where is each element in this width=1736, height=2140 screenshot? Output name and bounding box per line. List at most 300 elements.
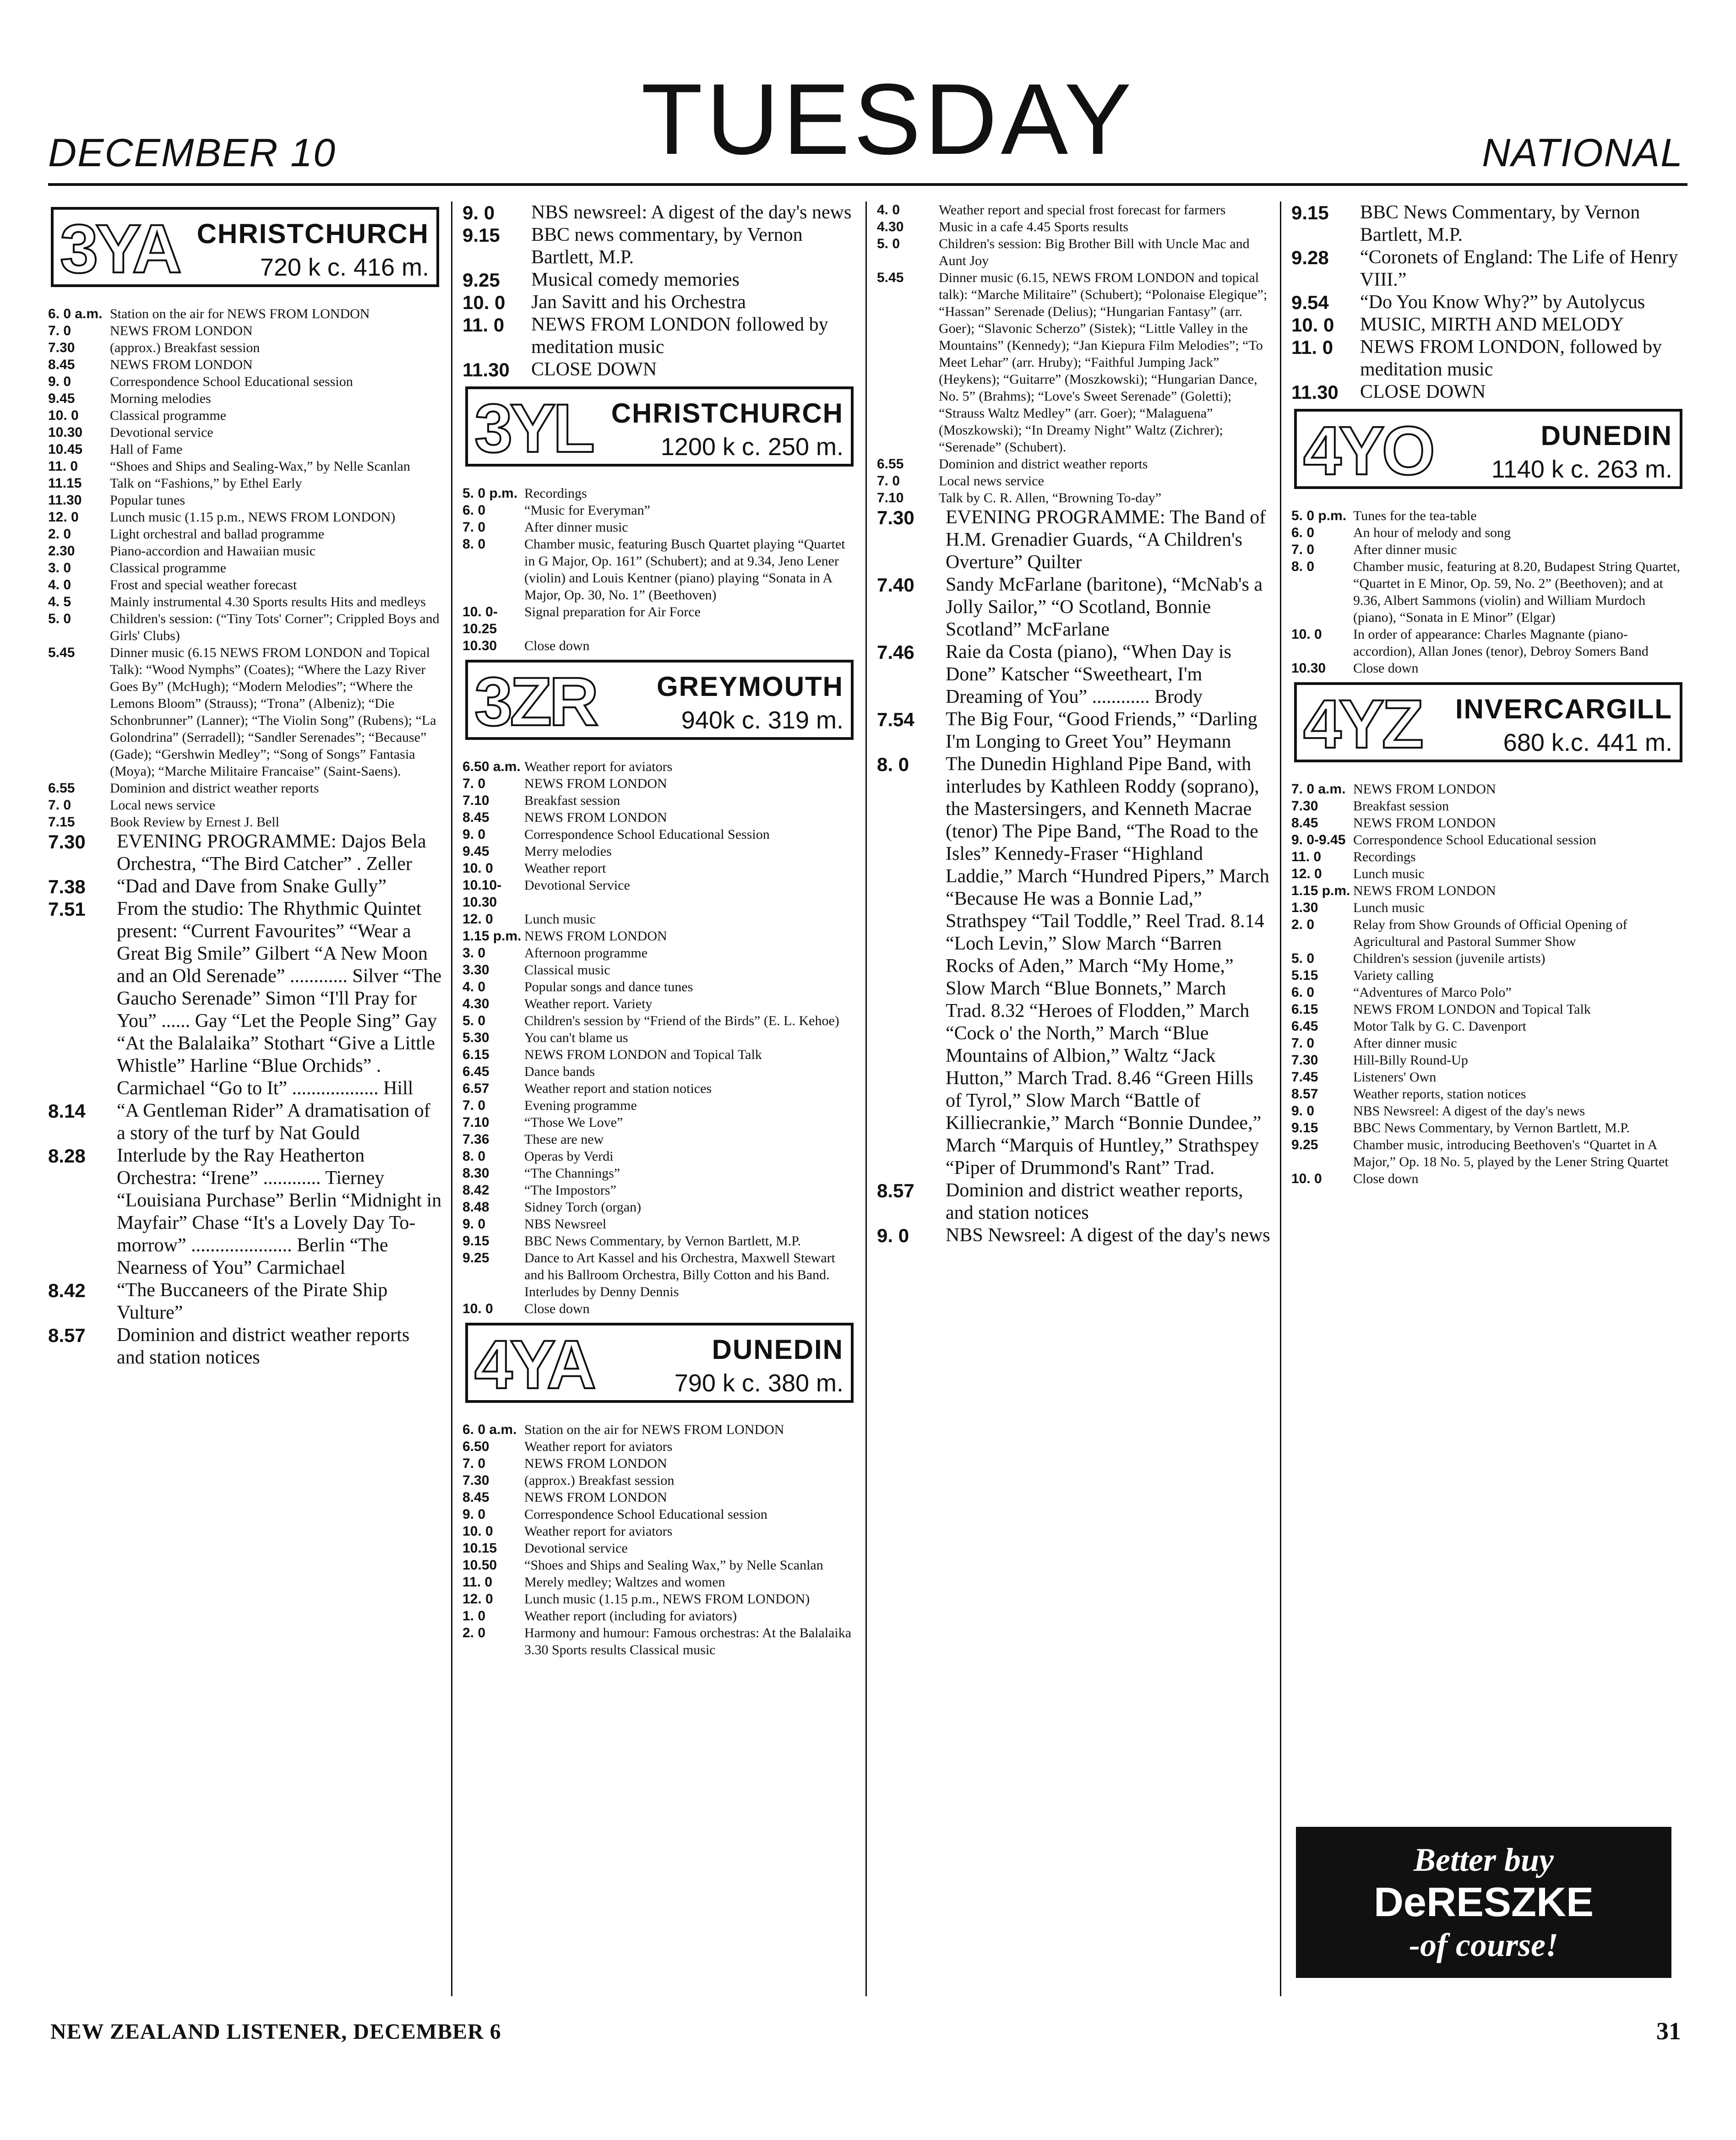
schedule-item: Talk by C. R. Allen, “Browning To-day” [939,490,1162,505]
station-city: DUNEDIN [1540,420,1672,451]
schedule-time: 9. 0 [1291,1103,1315,1119]
schedule-item: Popular tunes [110,493,185,508]
station-box-3ya [51,207,439,287]
schedule-row [1291,524,1685,541]
schedule-time: 7.46 [877,641,914,663]
station-frequency: 680 k.c. 441 m. [1503,729,1672,756]
schedule-item: Mainly instrumental 4.30 Sports results Hits and medleys [110,594,426,609]
schedule-item: Relay from Show Grounds of Official Opening of Agricultural and Pastoral Summer Show [1353,917,1627,949]
schedule-row [48,593,442,610]
schedule-item: Recordings [1353,849,1416,864]
schedule-row [1291,950,1685,967]
schedule-item: After dinner music [524,520,628,535]
schedule-row [463,1182,856,1199]
schedule-time: 6.50 [463,1439,490,1454]
schedule-time: 7.30 [1291,1053,1318,1068]
schedule-time: 6.45 [463,1064,490,1079]
schedule-row [48,373,442,390]
schedule-row [463,1540,856,1557]
station-city: CHRISTCHURCH [196,218,429,249]
schedule-item: Talk on “Fashions,” by Ethel Early [110,476,302,491]
schedule-time: 5. 0 [48,611,71,626]
schedule-row [1291,865,1685,882]
column-1 [48,201,442,1996]
schedule-time: 1. 0 [463,1608,486,1624]
schedule-row [463,485,856,502]
schedule-time: 7. 0 [48,798,71,813]
schedule-item: (approx.) Breakfast session [524,1473,675,1488]
schedule-row [463,637,856,654]
schedule-time: 1.15 p.m. [1291,883,1350,898]
schedule-item: Sandy McFarlane (baritone), “McNab's a Jolly Sailor,” “O Scotland, Bonnie Scotland” McFarlane [946,574,1263,640]
schedule-item: Children's session by “Friend of the Birds” (E. L. Kehoe) [524,1013,839,1028]
schedule-row [877,269,1271,456]
schedule-row [1291,541,1685,558]
schedule-time: 2. 0 [463,1625,486,1640]
schedule-time: 2.30 [48,543,75,559]
schedule-item: NBS Newsreel: A digest of the day's news [946,1225,1270,1246]
schedule-time: 11. 0 [463,314,505,336]
schedule-row [877,201,1271,218]
schedule-item: “Dad and Dave from Snake Gully” [117,876,386,897]
schedule-row [463,314,856,358]
header-day: TUESDAY [641,63,1135,175]
schedule-item: Close down [524,638,590,653]
schedule-item: BBC News Commentary, by Vernon Bartlett, M.P. [524,1233,801,1249]
schedule-row [1291,984,1685,1001]
schedule-item: “A Gentleman Rider” A dramatisation of a story of the turf by Nat Gould [117,1100,430,1144]
schedule-row [877,574,1271,641]
schedule-list [1291,507,1685,677]
schedule-item: NEWS FROM LONDON, followed by meditation music [1360,337,1662,380]
schedule-row [463,1438,856,1455]
schedule-time: 6.57 [463,1081,490,1096]
schedule-row [48,1145,442,1279]
schedule-row [463,1233,856,1249]
schedule-item: (approx.) Breakfast session [110,340,260,355]
schedule-row [1291,660,1685,677]
schedule-list [463,1421,856,1658]
schedule-time: 6.50 a.m. [463,759,521,774]
schedule-row [48,305,442,322]
schedule-row [1291,1001,1685,1018]
schedule-time: 6. 0 [1291,525,1315,540]
schedule-item: Weather report. Variety [524,996,653,1011]
schedule-item: “Shoes and Ships and Sealing-Wax,” by Nelle Scanlan [110,459,410,474]
schedule-row [463,536,856,603]
schedule-row [463,1114,856,1131]
schedule-row [1291,201,1685,246]
schedule-time: 11. 0 [1291,849,1322,864]
schedule-row [48,875,442,898]
schedule-time: 9.45 [48,391,75,406]
schedule-row [877,235,1271,269]
schedule-time: 7.10 [877,490,904,505]
schedule-time: 6. 0 [1291,985,1315,1000]
schedule-time: 7. 0 [1291,542,1315,557]
schedule-item: Station on the air for NEWS FROM LONDON [524,1422,784,1437]
schedule-time: 8. 0 [463,537,486,552]
ad-line-1: Better buy [1414,1841,1554,1878]
column-2 [463,201,856,1996]
schedule-time: 8.42 [463,1183,490,1198]
schedule-item: NEWS FROM LONDON [524,810,667,825]
schedule-time: 7.10 [463,1115,490,1130]
station-logo: 3YA [60,210,180,287]
schedule-row [877,1179,1271,1224]
schedule-item: Interlude by the Ray Heatherton Orchestra: “Irene” ............ Tierney “Louisiana Purchase” Berlin “Midnight in Mayfair” Chase “It's a Lovely Day To-morrow” ..................... Berlin “The Nearness of You” Carmichael [117,1145,442,1278]
schedule-item: Book Review by Ernest J. Bell [110,815,279,830]
schedule-item: NEWS FROM LONDON [1353,815,1496,831]
schedule-item: An hour of melody and song [1353,525,1511,540]
footer-publication: NEW ZEALAND LISTENER, DECEMBER 6 [50,2020,501,2044]
schedule-item: Correspondence School Educational Session [524,827,770,842]
schedule-item: Recordings [524,486,587,501]
schedule-row [1291,1170,1685,1187]
schedule-item: NEWS FROM LONDON and Topical Talk [524,1047,762,1062]
schedule-row [877,753,1271,1179]
schedule-item: NBS Newsreel [524,1217,607,1232]
schedule-item: NEWS FROM LONDON [1353,883,1496,898]
schedule-item: The Dunedin Highland Pipe Band, with interludes by Kathleen Roddy (soprano), the Mastersingers, and Kenneth Macrae (tenor) The Pipe Band, “The Road to the Isles” Kennedy-Fraser “Highland Laddie,” March “Hundred Pipers,” March “Because He was a Bonnie Lad,” Strathspey “Tail Toddle,” Reel Trad. 8.14 “Loch Levin,” Slow March “Barren Rocks of Aden,” March “My Home,” Slow March “Blue Bonnets,” March Trad. 8.32 “Heroes of Flodden,” March “Cock o' the North,” March “Blue Mountains of Albion,” Waltz “Jack Hutton,” March Trad. 8.46 “Green Hills of Tyrol,” Slow March “Battle of Killiecrankie,” March “Bonnie Dundee,” March “Marquis of Huntley,” Strathspey “Piper of Drummond's Rant” Trad. [946,754,1269,1179]
schedule-item: Raie da Costa (piano), “When Day is Done” Katscher “Sweetheart, I'm Dreaming of You” ............ Brody [946,641,1231,707]
schedule-list [877,201,1271,506]
schedule-item: Weather report for aviators [524,1439,673,1454]
schedule-time: 9.25 [463,1250,490,1266]
schedule-time: 7.30 [877,507,914,528]
schedule-time: 12. 0 [1291,866,1322,881]
schedule-row [463,1131,856,1148]
schedule-time: 9.28 [1291,247,1329,268]
schedule-time: 7.30 [48,831,86,853]
schedule-time: 10. 0 [48,408,79,423]
schedule-item: After dinner music [1353,542,1457,557]
schedule-time: 5.15 [1291,968,1318,983]
schedule-row [1291,882,1685,899]
schedule-item: “Shoes and Ships and Sealing Wax,” by Nelle Scanlan [524,1558,823,1573]
station-frequency: 1140 k c. 263 m. [1491,456,1672,483]
schedule-time: 7. 0 a.m. [1291,782,1346,797]
schedule-row [463,519,856,536]
schedule-row [48,492,442,509]
schedule-time: 1.15 p.m. [463,929,522,944]
schedule-item: Local news service [939,473,1044,489]
schedule-item: Close down [1353,661,1419,676]
schedule-item: Correspondence School Educational session [524,1507,767,1522]
schedule-row [1291,1035,1685,1052]
schedule-item: Dinner music (6.15, NEWS FROM LONDON and topical talk): “Marche Militaire” (Schubert); “Polonaise Elegique”; “Hassan” Serenade (Delius); “Hungarian Fantasy” (arr. Goer); “Slavonic Scherzo” (Sistek); “Little Valley in the Mountains” (Kennedy); “Jan Kiepura Film Melodies”; “To Meet Lehar” (arr. Hruby); “Faithful Jumping Jack” (Heykens); “Guitarre” (Moszkowski); “Hungarian Dance, No. 5” (Brahms); “Love's Sweet Serenade” (Goletti); “Strauss Waltz Medley” (arr. Goer); “Malaguena” (Moszkowski); “In Dreamy Night” Waltz (Zichrer); “Serenade” (Schubert). [939,270,1268,455]
schedule-item: After dinner music [1353,1036,1457,1051]
schedule-time: 8. 0 [877,754,909,775]
schedule-row [463,1574,856,1591]
schedule-item: Dominion and district weather reports and station notices [117,1325,410,1368]
schedule-time: 7. 0 [877,473,900,489]
schedule-row [463,1489,856,1506]
schedule-time: 6.15 [463,1047,490,1062]
schedule-row [463,291,856,314]
schedule-row [48,458,442,475]
schedule-item: Tunes for the tea-table [1353,508,1477,523]
schedule-time: 10.45 [48,442,83,457]
column-divider [451,201,452,1996]
schedule-row [1291,1069,1685,1086]
schedule-time: 8.14 [48,1100,86,1122]
schedule-item: Popular songs and dance tunes [524,979,693,994]
header-date: DECEMBER 10 [48,131,336,175]
column-3 [877,201,1271,1996]
schedule-time: 6.55 [877,456,904,472]
schedule-item: BBC news commentary, by Vernon Bartlett, M.P. [531,224,803,268]
schedule-time: 10.30 [463,638,497,653]
schedule-item: “The Buccaneers of the Pirate Ship Vulture” [117,1280,388,1323]
schedule-row [48,814,442,831]
schedule-item: Close down [524,1301,590,1316]
schedule-row [463,1624,856,1658]
schedule-time: 10.50 [463,1558,497,1573]
schedule-time: 4.30 [877,219,904,234]
schedule-item: Children's session: Big Brother Bill with Uncle Mac and Aunt Joy [939,236,1250,268]
schedule-time: 4.30 [463,996,490,1011]
schedule-time: 6.55 [48,781,75,796]
schedule-row [463,224,856,269]
schedule-time: 10. 0 [463,1301,493,1316]
schedule-row [48,831,442,875]
schedule-row [1291,831,1685,848]
schedule-time: 9.15 [463,1233,490,1249]
schedule-item: Musical comedy memories [531,269,740,290]
schedule-row [1291,916,1685,950]
schedule-time: 9.54 [1291,292,1329,313]
schedule-row [48,1324,442,1369]
schedule-time: 10. 0 [463,292,506,313]
schedule-item: Chamber music, introducing Beethoven's “Quartet in A Major,” Op. 18 No. 5, played by the Lener String Quartet [1353,1137,1669,1169]
schedule-row [48,526,442,543]
schedule-item: Variety calling [1353,968,1434,983]
schedule-item: Dinner music (6.15 NEWS FROM LONDON and Topical Talk): “Wood Nymphs” (Coates); “Where the Lazy River Goes By” (McHugh); “Modern Melodies”; “Where the Lemons Bloom” (Strauss); “Trona” (Albeniz); “Die Schonbrunner” (Lanner); “The Violin Song” (Rubens); “La Golondrina” (Serradell); “Sandler Serenades”; “Because” (Gade); “Gershwin Medley”; “Song of Songs” Fantasia (Moya); “Marche Militaire Francaise” (Saint-Saens). [110,645,436,779]
schedule-time: 9.15 [1291,1120,1318,1135]
schedule-item: Classical programme [110,408,227,423]
schedule-item: Devotional Service [524,878,630,893]
schedule-time: 8. 0 [1291,559,1315,574]
schedule-time: 10. 0 [463,1524,493,1539]
schedule-time: 9. 0 [877,1225,909,1246]
schedule-row [48,339,442,356]
schedule-time: 7.51 [48,898,86,920]
schedule-item: “Coronets of England: The Life of Henry VIII.” [1360,247,1678,290]
schedule-item: “The Channings” [524,1166,620,1181]
schedule-item: Music in a cafe 4.45 Sports results [939,219,1129,234]
schedule-time: 7. 0 [48,323,71,338]
schedule-row [48,441,442,458]
schedule-item: EVENING PROGRAMME: The Band of H.M. Grenadier Guards, “A Children's Overture” Quilter [946,507,1266,573]
schedule-time: 5.30 [463,1030,490,1045]
schedule-row [877,506,1271,574]
schedule-row [877,489,1271,506]
schedule-row [463,269,856,291]
schedule-row [463,1523,856,1540]
schedule-item: Weather reports, station notices [1353,1086,1526,1102]
schedule-item: Frost and special weather forecast [110,577,297,592]
schedule-time: 3. 0 [463,945,486,961]
schedule-time: 7.10 [463,793,490,808]
schedule-time: 10.15 [463,1541,497,1556]
station-frequency: 720 k c. 416 m. [260,254,429,281]
schedule-row [1291,381,1685,403]
schedule-time: 8.42 [48,1280,86,1301]
schedule-row [1291,1103,1685,1119]
schedule-item: NEWS FROM LONDON and Topical Talk [1353,1002,1591,1017]
schedule-time: 7.38 [48,876,86,897]
schedule-item: Classical programme [110,560,227,576]
schedule-item: Weather report and special frost forecast for farmers [939,202,1226,217]
schedule-row [48,780,442,797]
schedule-item: Dominion and district weather reports [110,781,319,796]
schedule-item: From the studio: The Rhythmic Quintet present: “Current Favourites” “Wear a Great Big Smile” Gilbert “A New Moon and an Old Serenade” ............ Silver “The Gaucho Serenade” Simon “I'll Pray for You” ...... Gay “Let the People Sing” Gay “At the Balalaika” Stothart “Give a Little Whistle” Harline “Blue Orchids” . Carmichael “Go to It” .................. Hill [117,898,442,1099]
schedule-item: Merely medley; Waltzes and women [524,1575,725,1590]
station-frequency: 940k c. 319 m. [681,706,844,734]
schedule-time: 7.30 [48,340,75,355]
schedule-row [877,218,1271,235]
schedule-row [463,603,856,637]
schedule-time: 7. 0 [463,1098,486,1113]
schedule-row [1291,967,1685,984]
schedule-time: 7. 0 [463,520,486,535]
station-city: INVERCARGILL [1455,694,1672,724]
schedule-time: 9.15 [1291,202,1329,223]
schedule-row [48,475,442,492]
schedule-item: NBS newsreel: A digest of the day's news [531,202,852,223]
schedule-time: 6.15 [1291,1002,1318,1017]
schedule-item: Light orchestral and ballad programme [110,527,325,542]
schedule-time: 8.57 [48,1325,86,1346]
schedule-item: NEWS FROM LONDON [524,776,667,791]
schedule-time: 8.28 [48,1145,86,1167]
schedule-row [1291,815,1685,831]
schedule-time: 10.10-10.30 [463,878,502,910]
schedule-row [463,843,856,860]
schedule-item: In order of appearance: Charles Magnante (piano-accordion), Allan Jones (tenor), Debroy Somers Band [1353,627,1649,659]
schedule-row [463,1249,856,1300]
schedule-item: Lunch music (1.15 p.m., NEWS FROM LONDON) [524,1591,810,1607]
schedule-row [1291,1052,1685,1069]
header-network: NATIONAL [1482,131,1683,175]
schedule-item: Weather report and station notices [524,1081,712,1096]
station-logo: 4YO [1303,412,1433,489]
schedule-time: 9. 0 [463,827,486,842]
schedule-item: Dance bands [524,1064,595,1079]
station-logo: 3YL [474,390,593,467]
schedule-item: Chamber music, featuring Busch Quartet playing “Quartet in G Major, Op. 161” (Schubert); and at 9.34, Jeno Lener (violin) and Louis Kentner (piano) playing “Sonata in A Major, Op. 30, No. 1” (Beethoven) [524,537,845,603]
schedule-item: Harmony and humour: Famous orchestras: At the Balalaika 3.30 Sports results Classical music [524,1625,852,1657]
schedule-item: Station on the air for NEWS FROM LONDON [110,306,370,321]
schedule-item: Merry melodies [524,844,612,859]
schedule-item: Afternoon programme [524,945,648,961]
schedule-row [463,1165,856,1182]
schedule-row [48,797,442,814]
schedule-row [48,424,442,441]
schedule-row [877,641,1271,708]
schedule-time: 10. 0-10.25 [463,604,498,636]
schedule-row [48,644,442,780]
schedule-item: Signal preparation for Air Force [524,604,701,619]
schedule-time: 12. 0 [463,912,493,927]
schedule-time: 7. 0 [1291,1036,1315,1051]
schedule-row [48,509,442,526]
schedule-row [1291,781,1685,798]
schedule-row [1291,558,1685,626]
schedule-item: Weather report (including for aviators) [524,1608,737,1624]
station-logo: 4YZ [1303,685,1421,762]
schedule-row [463,877,856,911]
schedule-item: MUSIC, MIRTH AND MELODY [1360,314,1624,335]
schedule-row [1291,336,1685,381]
schedule-row [1291,848,1685,865]
schedule-item: Sidney Torch (organ) [524,1200,642,1215]
schedule-row [463,201,856,224]
station-box-3zr [465,660,854,740]
schedule-row [463,928,856,945]
schedule-item: Hill-Billy Round-Up [1353,1053,1468,1068]
schedule-time: 8.45 [48,357,75,372]
schedule-time: 10. 0 [463,861,493,876]
schedule-row [463,1300,856,1317]
schedule-row [463,809,856,826]
schedule-row [463,758,856,775]
station-box-4ya [465,1323,854,1403]
schedule-item: Weather report [524,861,606,876]
schedule-time: 11.30 [463,359,510,380]
schedule-item: Dominion and district weather reports, and station notices [946,1180,1243,1223]
schedule-item: “Do You Know Why?” by Autolycus [1360,292,1645,313]
schedule-item: Lunch music [524,912,596,927]
schedule-row [48,610,442,644]
station-city: DUNEDIN [712,1334,844,1365]
schedule-row [877,456,1271,473]
schedule-row [463,1557,856,1574]
schedule-list [48,831,442,1369]
schedule-time: 10.30 [48,425,83,440]
schedule-item: Correspondence School Educational session [110,374,353,389]
schedule-row [1291,899,1685,916]
schedule-item: You can't blame us [524,1030,628,1045]
schedule-row [463,1080,856,1097]
schedule-row [463,995,856,1012]
station-logo: 3ZR [474,663,596,740]
schedule-time: 1.30 [1291,900,1318,915]
schedule-time: 7.40 [877,574,914,596]
schedule-item: Devotional service [110,425,213,440]
schedule-row [48,576,442,593]
schedule-row [463,502,856,519]
dereszke-advertisement [1296,1827,1671,1978]
schedule-time: 11.15 [48,476,82,491]
schedule-list [1291,201,1685,403]
schedule-time: 7.30 [1291,798,1318,814]
schedule-item: The Big Four, “Good Friends,” “Darling I'm Longing to Greet You” Heymann [946,709,1257,752]
schedule-item: CLOSE DOWN [1360,381,1486,402]
schedule-time: 6. 0 [463,503,486,518]
station-box-3yl [465,386,854,467]
schedule-item: Classical music [524,962,610,978]
schedule-row [463,1591,856,1608]
schedule-time: 11.30 [48,493,82,508]
schedule-list [48,305,442,831]
schedule-time: 4. 5 [48,594,71,609]
schedule-row [1291,1018,1685,1035]
schedule-item: Operas by Verdi [524,1149,614,1164]
schedule-item: These are new [524,1132,604,1147]
schedule-time: 5. 0 [877,236,900,251]
